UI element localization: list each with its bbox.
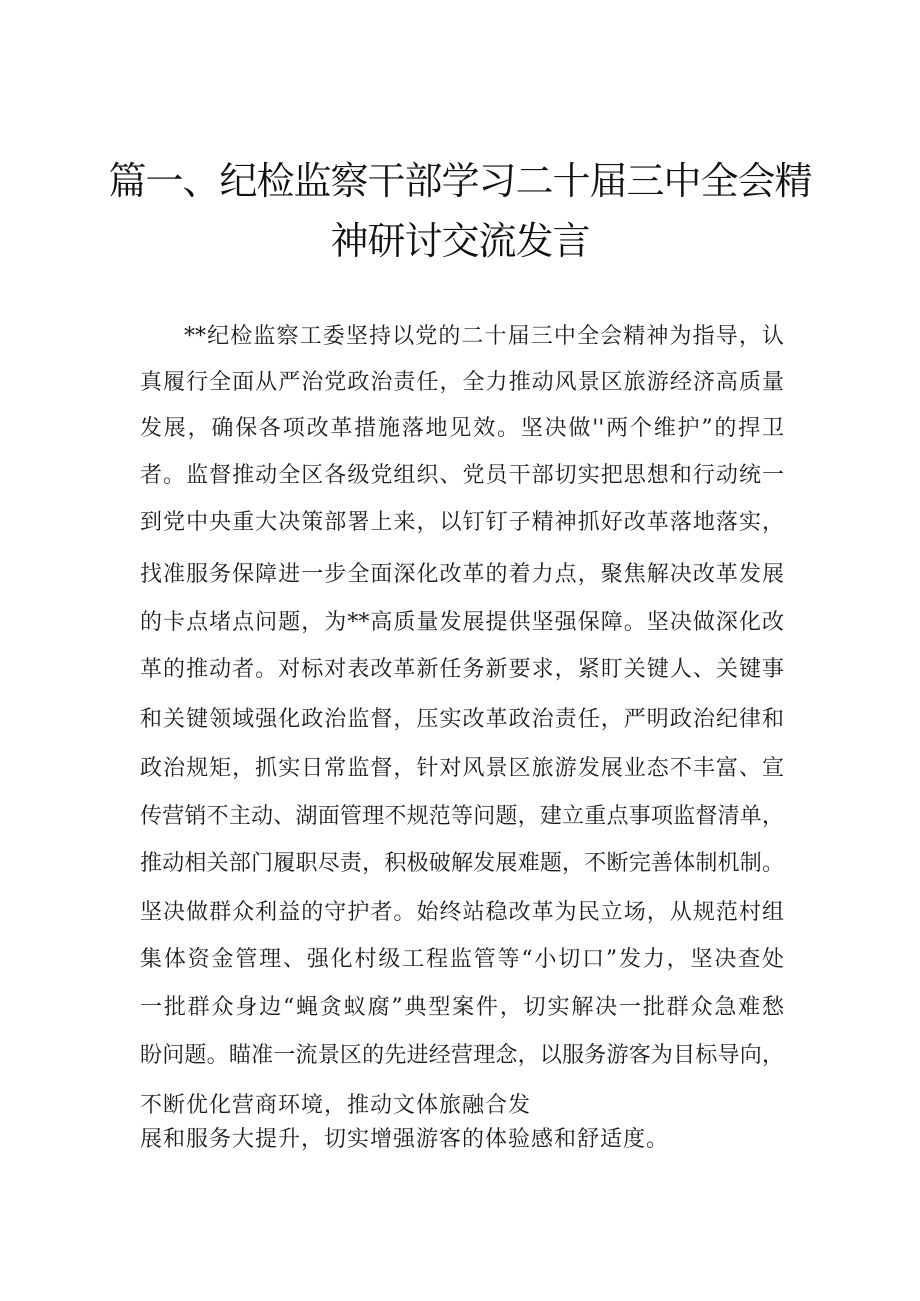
body-paragraph-line: 坚决做群众利益的守护者。始终站稳改革为民立场，从规范村组 <box>140 900 784 925</box>
body-paragraph-line: 展和服务大提升，切实增强游客的体验感和舒适度。 <box>140 1127 670 1152</box>
document-title-line-2: 神研讨交流发言 <box>330 219 590 263</box>
body-paragraph-line: 政治规矩，抓实日常监督，针对风景区旅游发展业态不丰富、宣 <box>140 756 784 781</box>
body-paragraph-line: 一批群众身边“蝇贪蚁腐”典型案件，切实解决一批群众急难愁 <box>140 995 784 1020</box>
body-paragraph-line: 推动相关部门履职尽责，积极破解发展难题，不断完善体制机制。 <box>140 851 784 876</box>
body-paragraph-line: 和关键领域强化政治监督，压实改革政治责任，严明政治纪律和 <box>140 707 784 732</box>
body-paragraph-line: 不断优化营商环境，推动文体旅融合发 <box>140 1093 532 1118</box>
body-paragraph-line: 找准服务保障进一步全面深化改革的着力点，聚焦解决改革发展 <box>140 562 784 587</box>
body-paragraph-line: 真履行全面从严治党政治责任，全力推动风景区旅游经济高质量 <box>140 370 784 395</box>
body-paragraph-line: 的卡点堵点问题，为**高质量发展提供坚强保障。坚决做深化改 <box>140 610 784 635</box>
body-paragraph-line: 革的推动者。对标对表改革新任务新要求，紧盯关键人、关键事 <box>140 657 784 682</box>
body-paragraph-line: 盼问题。瞄准一流景区的先进经营理念，以服务游客为目标导向， <box>140 1043 784 1068</box>
document-title-line-1: 篇一、纪检监察干部学习二十届三中全会精 <box>108 159 812 203</box>
body-paragraph-line: 传营销不主动、湖面管理不规范等问题，建立重点事项监督清单， <box>140 804 784 829</box>
body-paragraph-line: 集体资金管理、强化村级工程监管等“小切口”发力，坚决查处 <box>140 947 784 972</box>
body-paragraph-line: 者。监督推动全区各级党组织、党员干部切实把思想和行动统一 <box>140 463 784 488</box>
body-paragraph-line: 发展，确保各项改革措施落地见效。坚决做''两个维护”的捍卫 <box>140 416 784 441</box>
body-paragraph-line: **纪检监察工委坚持以党的二十届三中全会精神为指导，认 <box>184 324 784 349</box>
body-paragraph-line: 到党中央重大决策部署上来，以钉钉子精神抓好改革落地落实， <box>140 510 784 535</box>
